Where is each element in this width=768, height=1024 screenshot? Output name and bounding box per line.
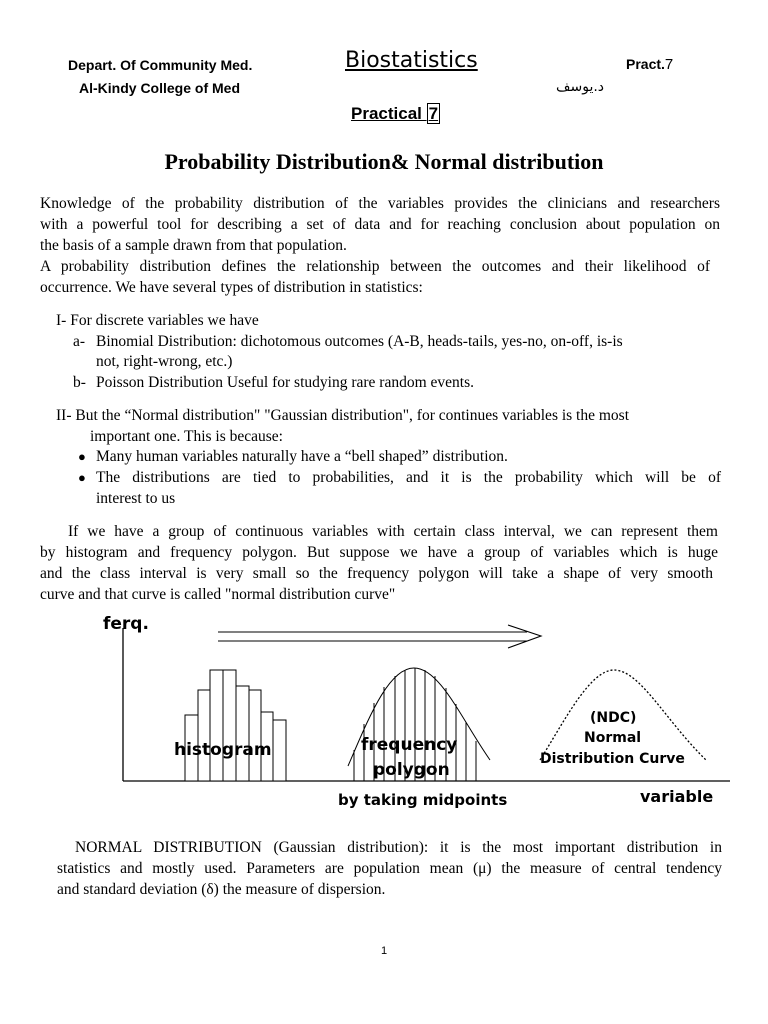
histogram-bar (273, 720, 286, 781)
histogram-bar (223, 670, 236, 781)
para3-line-3: and the class interval is very small so the frequency polygon will take a shape of very smooth (40, 565, 713, 582)
polygon-label-line-2: polygon (373, 760, 450, 780)
histogram-bar (236, 686, 249, 781)
intro-line-5: occurrence. We have several types of distribution in statistics: (40, 279, 423, 296)
intro-line-1: Knowledge of the probability distribution of the variables provides the clinicians and researchers (40, 195, 720, 212)
intro-line-4: A probability distribution defines the relationship between the outcomes and their likelihood of (40, 258, 710, 275)
practical-num: 7 (428, 104, 439, 123)
arrow-head-icon (508, 625, 541, 648)
normal-para-line-3: and standard deviation (δ) the measure of dispersion. (57, 881, 386, 898)
midpoints-label: by taking midpoints (338, 791, 508, 809)
normal-para-line-1: NORMAL DISTRIBUTION (Gaussian distribution): it is the most important distribution in (75, 839, 722, 856)
practical-number-label (626, 56, 673, 74)
pract-label: Pract. (626, 56, 665, 72)
bullet-icon: ● (78, 470, 86, 485)
y-axis-label: ferq. (103, 614, 149, 634)
bullet-1-line-1: Many human variables naturally have a “bell shaped” distribution. (96, 448, 508, 465)
document-title: Probability Distribution& Normal distribution (164, 149, 604, 174)
intro-line-2: with a powerful tool for describing a set of data and for reaching conclusion about population on (40, 216, 720, 233)
histogram (185, 670, 286, 781)
ndc-label-line-2: Normal (584, 730, 642, 746)
bullet-2-line-2: interest to us (96, 490, 176, 507)
ndc-label-line-3: Distribution Curve (540, 751, 685, 767)
section2-heading-line-2: important one. This is because: (90, 428, 283, 445)
normal-para-line-2: statistics and mostly used. Parameters are population mean (μ) the measure of central tendency (57, 860, 722, 877)
distribution-figure (0, 605, 768, 820)
author-name: د.يوسف (556, 79, 605, 95)
page-number: 1 (381, 945, 388, 957)
polygon-label-line-1: frequency (361, 735, 458, 755)
section2-heading-line-1: II- But the “Normal distribution" "Gaussian distribution", for continues variables is the most (56, 407, 630, 424)
list-marker-a: a- (73, 333, 86, 350)
histogram-bar (198, 690, 210, 781)
pract-number: 7 (664, 56, 674, 73)
intro-line-3: the basis of a sample drawn from that population. (40, 237, 347, 254)
histogram-label: histogram (174, 740, 272, 760)
subject-title: Biostatistics (345, 48, 478, 73)
bullet-2-line-1: The distributions are tied to probabilities, and it is the probability which will be of (96, 469, 721, 486)
bullet-icon: ● (78, 449, 86, 464)
histogram-bar (210, 670, 223, 781)
binomial-line-2: not, right-wrong, etc.) (96, 353, 233, 370)
practical-label: Practical (351, 104, 427, 123)
para3-line-2: by histogram and frequency polygon. But suppose we have a group of variables which is huge (40, 544, 718, 561)
histogram-bar (249, 690, 261, 781)
department-name: Depart. Of Community Med. (68, 57, 253, 73)
ndc-label-line-1: (NDC) (590, 710, 637, 726)
x-axis-label: variable (640, 787, 714, 806)
section1-heading: I- For discrete variables we have (56, 312, 259, 329)
college-name: Al-Kindy College of Med (79, 80, 240, 96)
practical-heading (351, 104, 440, 124)
para3-line-4: curve and that curve is called "normal distribution curve" (40, 586, 396, 603)
poisson-line: Poisson Distribution Useful for studying rare random events. (96, 374, 474, 391)
list-marker-b: b- (73, 374, 86, 391)
para3-line-1: If we have a group of continuous variables with certain class interval, we can represent them (68, 523, 718, 540)
binomial-line-1: Binomial Distribution: dichotomous outcomes (A-B, heads-tails, yes-no, on-off, is-is (96, 333, 623, 350)
